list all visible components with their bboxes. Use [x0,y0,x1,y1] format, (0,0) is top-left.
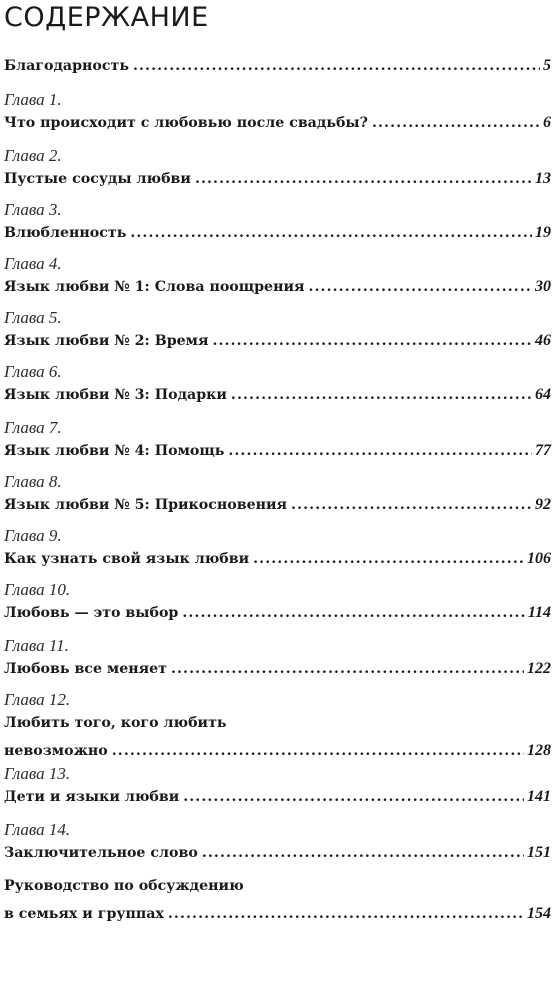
entry-title: Как узнать свой язык любви [4,551,250,567]
entry-line [4,277,551,297]
chapter-label: Глава 9. [4,526,62,545]
page-number: 46 [535,332,551,349]
dot-leader [212,331,532,351]
dot-leader [130,223,532,243]
toc-entry[interactable] [4,362,551,405]
toc-entry[interactable] [4,526,551,569]
page-number: 114 [527,604,551,621]
entry-line [4,659,551,679]
dot-leader [112,741,524,761]
entry-title: Язык любви № 2: Время [4,333,209,349]
entry-title: Дети и языки любви [4,789,180,805]
entry-title-line: Любить того, кого любить [4,715,227,731]
entry-title: Язык любви № 3: Подарки [4,387,227,403]
dot-leader [133,56,540,76]
entry-title: Пустые сосуды любви [4,171,191,187]
entry-title: Благодарность [4,58,129,74]
dot-leader [202,843,524,863]
entry-title: Любовь все меняет [4,661,167,677]
chapter-label: Глава 4. [4,254,62,273]
page-number: 64 [535,386,551,403]
entry-title: Любовь — это выбор [4,605,179,621]
toc-entry[interactable] [4,146,551,189]
toc-entry[interactable] [4,200,551,243]
chapter-label: Глава 3. [4,200,62,219]
entry-line [4,787,551,807]
page-number: 19 [535,224,551,241]
toc-entry[interactable] [4,56,551,76]
toc-entry[interactable] [4,764,551,807]
page-number: 13 [535,170,551,187]
toc-entry[interactable] [4,418,551,461]
page-number: 122 [527,660,551,677]
entry-line [4,441,551,461]
dot-leader [308,277,532,297]
entry-line [4,549,551,569]
toc-entry[interactable] [4,820,551,863]
chapter-label: Глава 14. [4,820,71,839]
chapter-label: Глава 13. [4,764,71,783]
dot-leader [182,603,525,623]
entry-line [4,223,551,243]
entry-line [4,603,551,623]
toc-entry[interactable] [4,472,551,515]
page-number: 92 [535,496,551,513]
entry-title: в семьях и группах [4,906,164,922]
toc-entry[interactable] [4,308,551,351]
chapter-label: Глава 8. [4,472,62,491]
entry-title: Заключительное слово [4,845,198,861]
page-number: 128 [527,742,551,759]
chapter-label: Глава 7. [4,418,62,437]
dot-leader [231,385,532,405]
toc-entry[interactable] [4,690,551,761]
entry-line [4,741,551,761]
toc-entry[interactable] [4,580,551,623]
chapter-label: Глава 10. [4,580,71,599]
dot-leader [168,904,524,924]
entry-title: Язык любви № 1: Слова поощрения [4,279,305,295]
page-number: 77 [535,442,551,459]
toc-entry[interactable] [4,90,551,133]
entry-title: Язык любви № 4: Помощь [4,443,225,459]
entry-title: невозможно [4,743,108,759]
chapter-label: Глава 1. [4,90,62,109]
dot-leader [228,441,532,461]
dot-leader [195,169,532,189]
page-title: СОДЕРЖАНИЕ [4,2,209,33]
toc-entry[interactable] [4,254,551,297]
chapter-label: Глава 6. [4,362,62,381]
page-number: 154 [527,905,551,922]
page-number: 151 [527,844,551,861]
toc-entry[interactable] [4,636,551,679]
chapter-label: Глава 5. [4,308,62,327]
entry-line [4,904,551,924]
entry-line [4,169,551,189]
page-number: 5 [543,57,551,74]
entry-line [4,331,551,351]
dot-leader [171,659,524,679]
toc-entry[interactable] [4,876,551,924]
dot-leader [253,549,524,569]
entry-line [4,385,551,405]
page-number: 106 [527,550,551,567]
dot-leader [372,113,540,133]
entry-line [4,495,551,515]
page-number: 141 [527,788,551,805]
entry-title-line: Руководство по обсуждению [4,878,244,894]
page-number: 30 [535,278,551,295]
chapter-label: Глава 12. [4,690,71,709]
entry-line [4,56,551,76]
entry-line [4,843,551,863]
dot-leader [291,495,532,515]
dot-leader [183,787,524,807]
entry-title: Что происходит с любовью после свадьбы? [4,115,368,131]
entry-title: Влюбленность [4,225,127,241]
page-number: 6 [543,114,551,131]
chapter-label: Глава 11. [4,636,69,655]
entry-line [4,113,551,133]
chapter-label: Глава 2. [4,146,62,165]
entry-title: Язык любви № 5: Прикосновения [4,497,288,513]
